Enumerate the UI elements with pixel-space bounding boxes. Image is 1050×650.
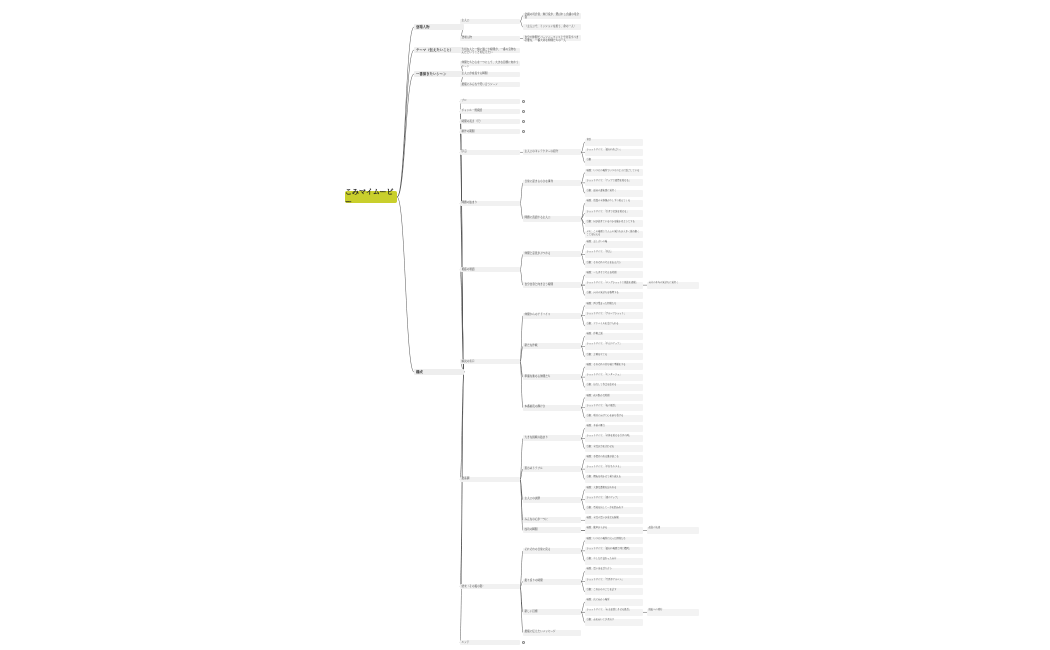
leaf-node[interactable]: ショットサイズ：「最初の場面と同じ構図」 <box>585 547 643 554</box>
leaf-node[interactable]: メモ：この場面で主人公の気持ちが大きく揺れ動くことを伝える <box>585 231 643 238</box>
topic-node[interactable]: 準備を進める仲間たち <box>523 374 581 380</box>
leaf-node[interactable]: 最後にみんなで笑い合うシーン <box>460 82 520 87</box>
leaf-node[interactable]: ショットサイズ：「写真やアルバム」 <box>585 578 643 585</box>
topic-node[interactable]: 大きな挑戦の始まり <box>523 435 581 441</box>
leaf-node[interactable]: 行動：何が起きているのかを確かめようとする <box>585 220 643 227</box>
connector-line <box>397 50 414 197</box>
leaf-node[interactable]: 場面：一人きりで考える時間 <box>585 271 643 278</box>
branch-node[interactable]: 構成 <box>414 369 464 375</box>
topic-node[interactable]: 解決の糸口 <box>460 359 520 364</box>
leaf-node[interactable]: 行動：これからのことを話す <box>585 588 643 595</box>
leaf-node[interactable]: 仲間たちと心を一つにして、大きな目標に向かうシーン <box>461 61 519 68</box>
leaf-node[interactable]: 場面：それぞれの持ち場で準備をする <box>585 363 643 370</box>
topic-node[interactable]: 主人公 <box>460 19 520 24</box>
topic-node[interactable]: 問題に直面する主人公 <box>523 216 581 222</box>
connector-line <box>460 152 464 372</box>
leaf-node[interactable]: 行動：それぞれの考えを伝え合う <box>585 261 643 268</box>
leaf-node[interactable]: 行動：計画を立てる <box>585 353 643 360</box>
leaf-node[interactable]: 時間の長さ（尺） <box>460 119 520 124</box>
leaf-node[interactable]: 行動：機転を利かせて乗り越える <box>585 476 643 483</box>
leaf-node[interactable]: ショットサイズ：「最初の出会い」 <box>585 149 643 156</box>
topic-node[interactable]: 最高潮 <box>460 477 520 482</box>
topic-node[interactable]: それぞれの日常に戻る <box>523 548 581 554</box>
connector-line <box>460 372 464 643</box>
leaf-node[interactable]: （主人公で、ミッションを担う、命の一人） <box>523 24 581 30</box>
leaf-node[interactable]: ショットサイズ：「顔のアップ」 <box>585 496 643 503</box>
leaf-node[interactable]: ショットサイズ：「全体を見せる引きの画」 <box>585 435 643 442</box>
expand-toggle-icon[interactable] <box>522 100 525 103</box>
branch-node[interactable]: 一番描きたいシーン <box>414 71 464 77</box>
leaf-node[interactable]: 場面：全員の思いが重なる瞬間 <box>585 517 643 524</box>
expand-toggle-icon[interactable] <box>522 110 525 113</box>
leaf-node[interactable]: 主人公が成長する瞬間 <box>460 72 520 77</box>
leaf-node[interactable]: ショットサイズ：「手元のアップ」 <box>585 343 643 350</box>
leaf-node[interactable]: ショットサイズ：「対話」 <box>585 251 643 258</box>
leaf-node[interactable]: 行動 <box>585 159 643 166</box>
topic-node[interactable]: 新しい目標 <box>523 609 581 615</box>
leaf-node[interactable]: 場面：いつもの場所に戻った仲間たち <box>585 537 643 544</box>
topic-node[interactable]: 日常に起きる小さな事件 <box>523 180 581 186</box>
topic-node[interactable]: 主人公のキャラクターの紹介 <box>523 149 581 155</box>
branch-node[interactable]: テーマ（伝えたいこと） <box>414 47 464 53</box>
topic-node[interactable]: 仲間と意見がぶつかる <box>523 251 581 257</box>
leaf-node[interactable]: 自分や仲間でパーフォーマンス上で共有すべき必要な、一番大切な仲間たちの一人 <box>523 35 581 41</box>
connector-line <box>520 183 523 203</box>
side-note-node[interactable]: 自分の本当の気持ちに気付く <box>647 282 699 289</box>
leaf-node[interactable]: 行動：全員が力を合わせる <box>585 445 643 452</box>
leaf-node[interactable]: 行動：少しだけ変わった自分 <box>585 558 643 565</box>
topic-node[interactable]: 成功の瞬間 <box>523 527 581 533</box>
leaf-node[interactable]: 行動：前を向いて歩き出す <box>585 619 643 626</box>
leaf-node[interactable]: 行動：自分の気持ちを整理する <box>585 292 643 299</box>
connector-line <box>397 197 414 372</box>
side-note-node[interactable]: 最高の笑顔 <box>647 527 699 534</box>
leaf-node[interactable]: 場面：次に向かう場所 <box>585 599 643 606</box>
topic-node[interactable]: 自分自身と向き合う時間 <box>523 282 581 288</box>
leaf-node[interactable]: 大切な人と一緒に過ごす時間が、一番の宝物なんだということを伝えたい <box>460 48 520 53</box>
leaf-node[interactable]: ショットサイズ：「モンタージュ」 <box>585 374 643 381</box>
leaf-node[interactable]: ショットサイズ：「グループショット」 <box>585 312 643 319</box>
leaf-node[interactable]: ショットサイズ：「夜の風景」 <box>585 404 643 411</box>
leaf-node[interactable]: 最後に伝えたいメッセージ <box>523 630 581 636</box>
leaf-node[interactable]: 場面：話し合いの場 <box>585 241 643 248</box>
leaf-node[interactable]: 場面：いつもの場所でいつものように過ごしている <box>585 169 643 176</box>
leaf-node[interactable]: 場面：予想外の出来事が起こる <box>585 455 643 462</box>
leaf-node[interactable]: 場面：大事な選択を迫られる <box>585 486 643 493</box>
topic-node[interactable]: 振り返りの時間 <box>523 579 581 585</box>
leaf-node[interactable]: 背景 <box>585 139 643 146</box>
leaf-node[interactable]: 場面：本番の舞台 <box>585 425 643 432</box>
branch-node[interactable]: 登場人物 <box>414 24 464 30</box>
leaf-node[interactable]: 場面：作戦会議 <box>585 333 643 340</box>
leaf-node[interactable]: ジャンル・規模感 <box>460 109 520 114</box>
leaf-node[interactable]: 場面：再び集まった仲間たち <box>585 302 643 309</box>
leaf-node[interactable]: プロ <box>460 99 520 104</box>
connector-line <box>397 27 414 197</box>
leaf-node[interactable]: ショットサイズ：「手持ちカメラ」 <box>585 466 643 473</box>
side-note-node[interactable]: 続編への期待 <box>647 609 699 616</box>
leaf-node[interactable]: 会議の司会者、進行役が、選ばれし会議の司会者 <box>523 13 581 19</box>
topic-node[interactable]: 葛藤の場面 <box>460 267 520 272</box>
leaf-node[interactable]: 行動：最初の違和感に気付く <box>585 190 643 197</box>
topic-node[interactable]: 問題の始まり <box>460 201 520 206</box>
leaf-node[interactable]: 場面：思い出を語り合う <box>585 568 643 575</box>
topic-node[interactable]: 登場人物 <box>460 36 520 41</box>
topic-node[interactable]: 結末（その後の姿） <box>460 584 520 589</box>
topic-node[interactable]: 本番前夜の静けさ <box>523 405 581 411</box>
leaf-node[interactable]: ショットサイズ：「未来を感じさせる風景」 <box>585 609 643 616</box>
root-node[interactable]: こみマイムービー <box>345 191 397 203</box>
leaf-node[interactable]: 行動：協力して作業を進める <box>585 384 643 391</box>
leaf-node[interactable]: 行動：明日に向けて心を落ち着ける <box>585 415 643 422</box>
leaf-node[interactable]: ショットサイズ：「引きで状況を見せる」 <box>585 210 643 217</box>
topic-node[interactable]: 序章 <box>460 150 520 155</box>
topic-node[interactable]: 思わぬトラブル <box>523 466 581 472</box>
leaf-node[interactable]: ショットサイズ：「ロングショットで孤独を表現」 <box>585 282 643 289</box>
topic-node[interactable]: 主人公の決断 <box>523 497 581 503</box>
leaf-node[interactable]: 場面：夜の静かな時間 <box>585 394 643 401</box>
leaf-node[interactable]: 場面：歓声が上がる <box>585 527 643 534</box>
leaf-node[interactable]: ショットサイズ：「アップで表情を見せる」 <box>585 179 643 186</box>
leaf-node[interactable]: 行動：アドバイスを受け入れる <box>585 323 643 330</box>
topic-node[interactable]: みんなの心が一つに <box>523 517 581 523</box>
connector-line <box>397 74 414 197</box>
leaf-node[interactable]: エンド <box>460 640 520 645</box>
leaf-node[interactable]: 場面：問題の全体像が少しずつ見えてくる <box>585 200 643 207</box>
leaf-node[interactable]: 制作の期間 <box>460 129 520 134</box>
topic-node[interactable]: 新たな作戦 <box>523 343 581 349</box>
topic-node[interactable]: 仲間からのアドバイス <box>523 313 581 319</box>
leaf-node[interactable]: 行動：勇気を出して一歩を踏み出す <box>585 507 643 514</box>
